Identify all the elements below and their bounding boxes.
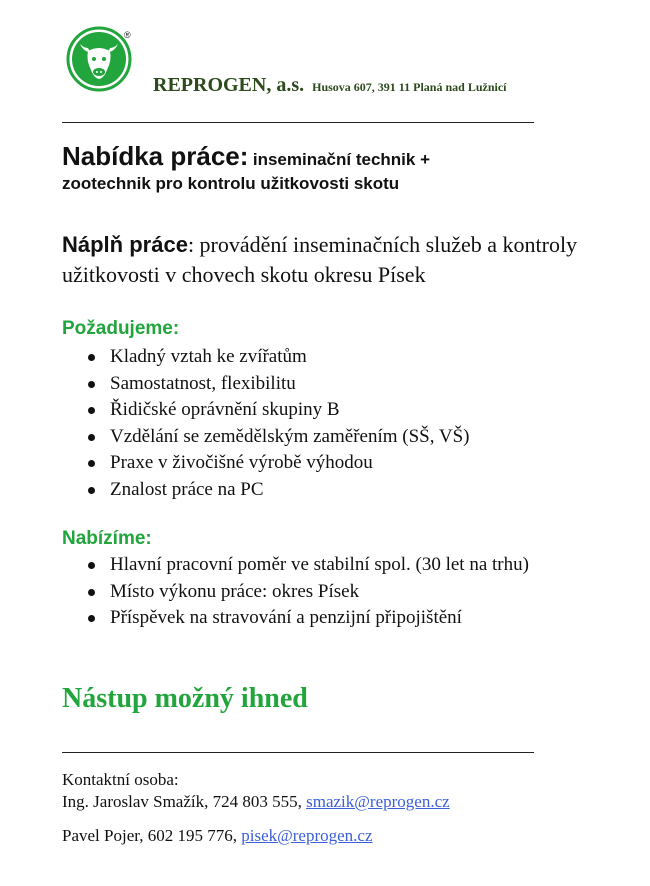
list-item <box>62 477 470 504</box>
bullet-icon <box>88 615 95 622</box>
list-item <box>62 424 470 451</box>
contact-person-2 <box>62 826 373 846</box>
offer-list <box>62 552 529 632</box>
title-lead: Nabídka práce: <box>62 141 249 171</box>
registered-mark: ® <box>124 30 131 40</box>
list-item-text: Kladný vztah ke zvířatům <box>110 346 307 367</box>
list-item <box>62 605 529 632</box>
bullet-icon <box>88 487 95 494</box>
requirements-heading: Požadujeme: <box>62 318 180 339</box>
job-description-text: : provádění inseminačních služeb a kontroly užitkovosti v chovech skotu okresu Písek <box>62 232 578 287</box>
bullet-icon <box>88 434 95 441</box>
company-name: REPROGEN, a.s. <box>153 74 305 96</box>
list-item <box>62 397 470 424</box>
divider-top <box>62 122 534 123</box>
bull-head-logo-icon <box>66 26 132 92</box>
list-item <box>62 579 529 606</box>
bullet-icon <box>88 589 95 596</box>
contact-person-1-text: Ing. Jaroslav Smažík, 724 803 555, <box>62 792 307 811</box>
list-item-text: Řidičské oprávnění skupiny B <box>110 399 340 421</box>
offer-heading: Nabízíme: <box>62 528 152 549</box>
list-item-text: Praxe v živočišné výrobě výhodou <box>110 452 373 474</box>
bullet-icon <box>88 460 95 467</box>
list-item-text: Hlavní pracovní poměr ve stabilní spol. (30 let na trhu) <box>110 554 529 575</box>
contact-email-link[interactable]: smazik@reprogen.cz <box>306 792 450 811</box>
list-item-text: Příspěvek na stravování a penzijní připojištění <box>110 607 462 629</box>
contact-person-2-text: Pavel Pojer, 602 195 776, <box>62 826 242 845</box>
requirements-list <box>62 344 470 504</box>
list-item-text: Znalost práce na PC <box>110 478 264 500</box>
list-item <box>62 344 470 371</box>
bullet-icon <box>88 562 95 569</box>
job-description <box>62 230 642 290</box>
divider-bottom <box>62 752 534 753</box>
list-item <box>62 450 470 477</box>
bullet-icon <box>88 407 95 414</box>
list-item-text: Samostatnost, flexibilitu <box>110 372 296 394</box>
job-description-label: Náplň práce <box>62 232 188 257</box>
title-position: inseminační technik + <box>252 150 431 169</box>
bullet-icon <box>88 354 95 361</box>
contact-label: Kontaktní osoba: <box>62 770 179 789</box>
company-header <box>153 74 507 97</box>
company-address: Husova 607, 391 11 Planá nad Lužnicí <box>312 80 507 94</box>
title-position-line2: zootechnik pro kontrolu užitkovosti skotu <box>62 174 400 193</box>
contact-person-1 <box>62 792 450 812</box>
contact-email-link[interactable]: pisek@reprogen.cz <box>241 826 373 845</box>
job-title <box>62 141 622 176</box>
list-item-text: Místo výkonu práce: okres Písek <box>110 580 360 602</box>
list-item <box>62 371 470 398</box>
list-item-text: Vzdělání se zemědělským zaměřením (SŠ, VŠ) <box>110 425 470 447</box>
start-note: Nástup možný ihned <box>62 683 308 714</box>
bullet-icon <box>88 381 95 388</box>
list-item <box>62 552 529 579</box>
